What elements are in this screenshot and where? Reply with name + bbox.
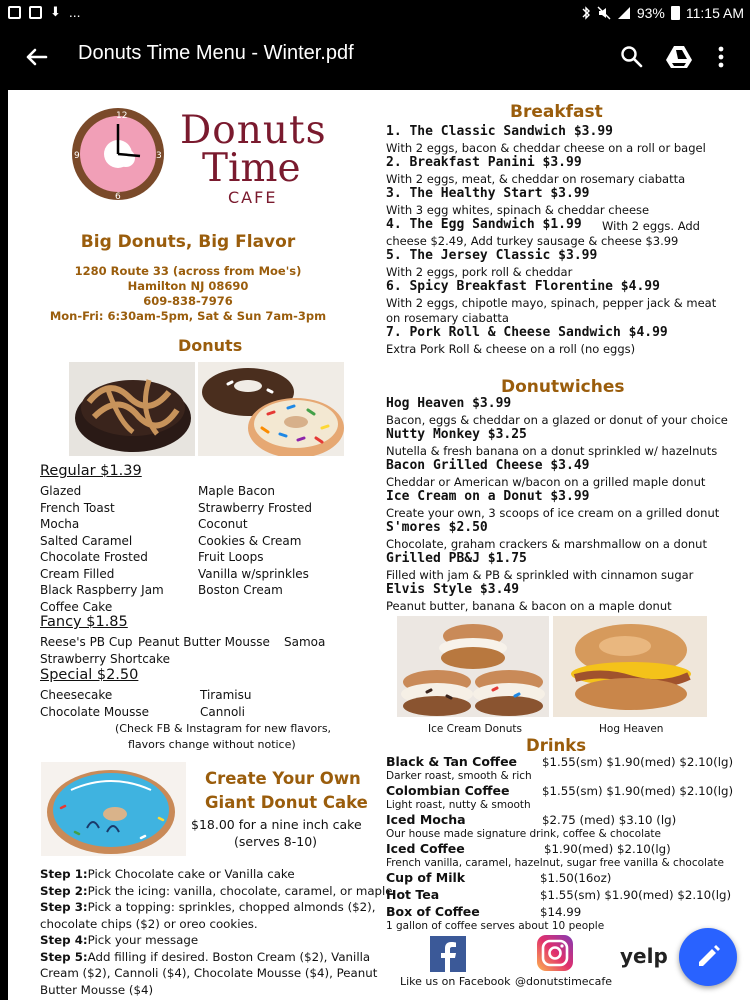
- address-line: 1280 Route 33 (across from Moe's): [74, 264, 302, 278]
- special-flavor: Tiramisu: [200, 688, 252, 702]
- donuts-heading: Donuts: [178, 336, 243, 355]
- app-bar: [0, 26, 750, 88]
- item-desc: Chocolate, graham crackers & marshmallow on a donut: [386, 537, 707, 551]
- document-title: Donuts Time Menu - Winter.pdf: [78, 42, 354, 64]
- drink-desc: 1 gallon of coffee serves about 10 people: [386, 920, 605, 932]
- photo-caption: Ice Cream Donuts: [428, 723, 522, 735]
- gallery-notification-icon: [29, 6, 42, 19]
- drive-icon[interactable]: [663, 41, 695, 73]
- item-desc: Filled with jam & PB & sprinkled with cinnamon sugar: [386, 568, 694, 582]
- item-name: 2. Breakfast Panini $3.99: [386, 155, 582, 170]
- drink-desc: French vanilla, caramel, hazelnut, sugar free vanilla & chocolate: [386, 857, 724, 869]
- item-name: Ice Cream on a Donut $3.99: [386, 489, 590, 504]
- item-desc: With 2 eggs, meat, & cheddar on rosemary ciabatta: [386, 172, 686, 186]
- cake-price: $18.00 for a nine inch cake: [191, 817, 362, 832]
- image-notification-icon: [8, 6, 21, 19]
- svg-text:12: 12: [116, 111, 128, 121]
- city-line: Hamilton NJ 08690: [127, 279, 249, 293]
- svg-text:9: 9: [74, 151, 80, 161]
- clock-donut-logo-icon: [68, 102, 172, 202]
- mute-icon: [597, 6, 611, 20]
- cafe-logo: [68, 102, 353, 207]
- drink-prices: $1.50(16oz): [540, 871, 612, 885]
- instagram-icon: [536, 934, 574, 972]
- drink-name: Black & Tan Coffee: [386, 754, 518, 769]
- item-name: S'mores $2.50: [386, 520, 488, 535]
- logo-time: Time: [202, 146, 301, 191]
- flavors-note: flavors change without notice): [128, 738, 296, 751]
- item-name: 3. The Healthy Start $3.99: [386, 186, 590, 201]
- item-name: Hog Heaven $3.99: [386, 396, 512, 411]
- status-bar: [0, 0, 750, 26]
- download-icon: ⬇: [50, 4, 61, 19]
- drink-desc: Darker roast, smooth & rich: [386, 770, 532, 782]
- instagram-caption: @donutstimecafe: [515, 975, 612, 988]
- regular-flavor: Salted Caramel: [40, 533, 133, 548]
- drink-prices: $1.55(sm) $1.90(med) $2.10(lg): [540, 888, 732, 902]
- battery-percent: 93%: [636, 5, 665, 21]
- flavors-note: (Check FB & Instagram for new flavors,: [115, 722, 332, 735]
- item-name: Grilled PB&J $1.75: [386, 551, 527, 566]
- bluetooth-icon: [581, 6, 591, 20]
- item-desc: Nutella & fresh banana on a donut sprinkled w/ hazelnuts: [386, 444, 718, 458]
- cake-step: Step 1:Pick Chocolate cake or Vanilla cake: [40, 867, 295, 881]
- item-name: 6. Spicy Breakfast Florentine $4.99: [386, 279, 660, 294]
- cake-heading-2: Giant Donut Cake: [205, 793, 368, 812]
- donutwiches-heading: Donutwiches: [501, 377, 625, 397]
- drink-name: Iced Mocha: [386, 812, 466, 827]
- item-desc: With 2 eggs, bacon & cheddar cheese on a roll or bagel: [386, 141, 706, 155]
- arrow-back-icon[interactable]: [20, 41, 52, 73]
- cake-step: Step 2:Pick the icing: vanilla, chocolate, caramel, or maple.: [40, 883, 397, 898]
- item-name: Elvis Style $3.49: [386, 582, 520, 597]
- drink-prices: $1.55(sm) $1.90(med) $2.10(lg): [542, 784, 734, 798]
- signal-icon: [617, 6, 631, 20]
- cake-heading-1: Create Your Own: [205, 769, 361, 788]
- drinks-heading: Drinks: [526, 736, 587, 755]
- item-desc: Bacon, eggs & cheddar on a glazed or donut of your choice: [386, 413, 728, 427]
- item-name: 1. The Classic Sandwich $3.99: [386, 124, 613, 139]
- item-name: 4. The Egg Sandwich $1.99: [386, 217, 582, 232]
- hours-line: Mon-Fri: 6:30am-5pm, Sat & Sun 7am-3pm: [49, 309, 327, 323]
- regular-flavor: Coconut: [198, 517, 248, 531]
- cake-step: Step 5:Add filling if desired. Boston Cream ($2), Vanilla: [40, 949, 371, 964]
- breakfast-heading: Breakfast: [510, 102, 603, 122]
- special-flavor: Chocolate Mousse: [40, 704, 150, 719]
- regular-flavor: Strawberry Frosted: [198, 500, 312, 515]
- item-desc: Extra Pork Roll & cheese on a roll (no eggs): [386, 342, 636, 356]
- chocolate-donut-photo: [69, 362, 195, 456]
- drink-name: Box of Coffee: [386, 904, 480, 919]
- drink-desc: Our house made signature drink, coffee & chocolate: [386, 828, 661, 840]
- battery-icon: [671, 6, 680, 20]
- sprinkle-donuts-photo: [198, 362, 344, 456]
- cake-step: Step 4:Pick your message: [40, 933, 199, 947]
- logo-cafe: CAFE: [228, 188, 278, 207]
- regular-flavor: Coffee Cake: [40, 599, 113, 614]
- cake-step: chocolate chips ($2) or oreo cookies.: [40, 916, 258, 931]
- cake-step: Step 3:Pick a topping: sprinkles, chopped almonds ($2),: [40, 900, 376, 914]
- svg-text:6: 6: [115, 192, 121, 202]
- regular-flavor: Cookies & Cream: [198, 533, 302, 548]
- drink-prices: $2.75 (med) $3.10 (lg): [542, 813, 677, 827]
- edit-fab-button[interactable]: [679, 928, 737, 986]
- more-vert-icon[interactable]: [705, 41, 737, 73]
- ice-cream-donuts-photo: [397, 616, 549, 717]
- item-desc: Create your own, 3 scoops of ice cream on a grilled donut: [386, 506, 720, 520]
- fancy-flavor: Samoa: [284, 635, 326, 649]
- item-desc: Peanut butter, banana & bacon on a maple donut: [386, 599, 672, 613]
- cake-serves: (serves 8-10): [234, 834, 318, 849]
- edit-pencil-icon: [679, 928, 737, 986]
- regular-flavor: Maple Bacon: [198, 484, 275, 498]
- drink-prices: $14.99: [540, 905, 582, 919]
- yelp-logo: yelp: [620, 944, 668, 968]
- regular-flavor: Boston Cream: [198, 583, 283, 597]
- regular-flavor: Fruit Loops: [198, 550, 264, 564]
- fancy-flavor: Strawberry Shortcake: [40, 651, 171, 666]
- hog-heaven-photo: [553, 616, 707, 717]
- regular-flavor: Mocha: [40, 517, 80, 531]
- cake-step: Butter Mousse ($4): [40, 982, 154, 997]
- fancy-flavor: Peanut Butter Mousse: [138, 635, 270, 649]
- giant-donut-cake-photo: [41, 762, 186, 856]
- item-desc: on rosemary ciabatta: [386, 311, 509, 325]
- regular-flavor: French Toast: [40, 500, 115, 515]
- item-desc: With 2 eggs. Add: [602, 219, 700, 233]
- logo-donuts: Donuts: [180, 108, 327, 153]
- item-name: 7. Pork Roll & Cheese Sandwich $4.99: [386, 325, 668, 340]
- drink-name: Cup of Milk: [386, 870, 466, 885]
- drink-prices: $1.90(med) $2.10(lg): [544, 842, 671, 856]
- item-name: Bacon Grilled Cheese $3.49: [386, 458, 590, 473]
- item-desc: With 2 eggs, chipotle mayo, spinach, pepper jack & meat: [386, 296, 717, 310]
- phone-line: 609-838-7976: [143, 294, 233, 308]
- item-desc: With 2 eggs, pork roll & cheddar: [386, 265, 573, 279]
- more-notifications: ...: [68, 4, 81, 20]
- item-desc: Cheddar or American w/bacon on a grilled maple donut: [386, 475, 706, 489]
- drink-prices: $1.55(sm) $1.90(med) $2.10(lg): [542, 755, 734, 769]
- special-flavor: Cannoli: [200, 704, 245, 719]
- regular-flavor: Black Raspberry Jam: [40, 583, 164, 597]
- regular-heading: Regular $1.39: [40, 463, 142, 479]
- pdf-page[interactable]: [8, 90, 750, 1000]
- item-name: Nutty Monkey $3.25: [386, 427, 527, 442]
- drink-desc: Light roast, nutty & smooth: [386, 799, 531, 811]
- drink-name: Hot Tea: [386, 887, 440, 902]
- regular-flavor: Vanilla w/sprinkles: [198, 566, 309, 581]
- svg-text:3: 3: [156, 151, 162, 161]
- facebook-caption: Like us on Facebook: [400, 975, 511, 988]
- special-flavor: Cheesecake: [40, 688, 113, 702]
- item-name: 5. The Jersey Classic $3.99: [386, 248, 598, 263]
- regular-flavor: Cream Filled: [40, 566, 115, 581]
- fancy-flavor: Reese's PB Cup: [40, 635, 133, 649]
- fancy-heading: Fancy $1.85: [40, 614, 128, 630]
- drink-name: Colombian Coffee: [386, 783, 510, 798]
- clock: 11:15 AM: [685, 5, 744, 21]
- item-desc: cheese $2.49, Add turkey sausage & cheese $3.99: [386, 234, 679, 248]
- tagline: Big Donuts, Big Flavor: [80, 232, 296, 252]
- facebook-icon: [430, 936, 466, 972]
- regular-flavor: Chocolate Frosted: [40, 550, 148, 564]
- special-heading: Special $2.50: [40, 667, 139, 683]
- drink-name: Iced Coffee: [386, 841, 465, 856]
- search-icon[interactable]: [616, 41, 648, 73]
- photo-caption: Hog Heaven: [599, 723, 664, 735]
- item-desc: With 3 egg whites, spinach & cheddar cheese: [386, 203, 650, 217]
- regular-flavor: Glazed: [40, 484, 82, 498]
- cake-step: Cream ($2), Cannoli ($4), Chocolate Mousse ($4), Peanut: [40, 966, 378, 980]
